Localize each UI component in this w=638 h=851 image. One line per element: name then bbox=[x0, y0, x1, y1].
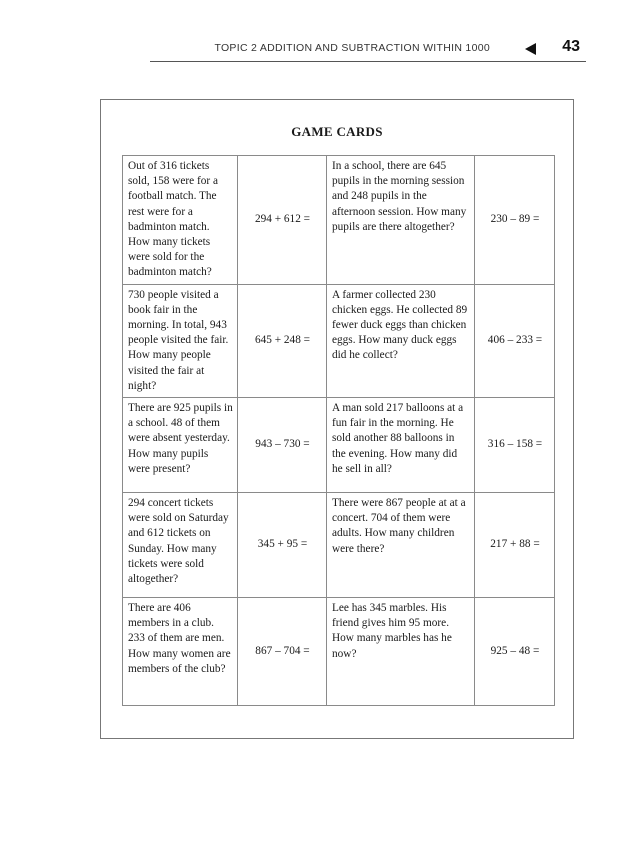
table-row bbox=[123, 398, 555, 493]
equation-card: 943 – 730 = bbox=[238, 398, 327, 493]
equation-card: 345 + 95 = bbox=[238, 493, 327, 598]
equation-card: 217 + 88 = bbox=[475, 493, 555, 598]
story-card: In a school, there are 645 pupils in the morning session and 248 pupils in the afternoon session. How many pupils are there altogether? bbox=[327, 156, 475, 285]
header-rule bbox=[150, 61, 586, 62]
story-card: A farmer collected 230 chicken eggs. He collected 89 fewer duck eggs than chicken eggs. How many duck eggs did he collect? bbox=[327, 284, 475, 397]
game-cards-frame bbox=[100, 99, 574, 739]
equation-card: 230 – 89 = bbox=[475, 156, 555, 285]
table-row bbox=[123, 493, 555, 598]
story-card: A man sold 217 balloons at a fun fair in the morning. He sold another 88 balloons in the evening. How many did he sell in all? bbox=[327, 398, 475, 493]
equation-card: 294 + 612 = bbox=[238, 156, 327, 285]
story-card: 294 concert tickets were sold on Saturday and 612 tickets on Sunday. How many tickets were sold altogether? bbox=[123, 493, 238, 598]
equation-card: 925 – 48 = bbox=[475, 598, 555, 706]
page-number: 43 bbox=[562, 38, 580, 55]
story-card: There were 867 people at at a concert. 704 of them were adults. How many children were there? bbox=[327, 493, 475, 598]
equation-card: 406 – 233 = bbox=[475, 284, 555, 397]
story-card: Lee has 345 marbles. His friend gives him 95 more. How many marbles has he now? bbox=[327, 598, 475, 706]
story-card: There are 406 members in a club. 233 of them are men. How many women are members of the club? bbox=[123, 598, 238, 706]
page-title: GAME CARDS bbox=[291, 124, 383, 139]
story-card: Out of 316 tickets sold, 158 were for a football match. The rest were for a badminton match. How many tickets were sold for the badminton match? bbox=[123, 156, 238, 285]
game-cards-table bbox=[122, 155, 555, 706]
equation-card: 316 – 158 = bbox=[475, 398, 555, 493]
story-card: There are 925 pupils in a school. 48 of them were absent yesterday. How many pupils were present? bbox=[123, 398, 238, 493]
equation-card: 645 + 248 = bbox=[238, 284, 327, 397]
page-header bbox=[150, 40, 586, 62]
topic-heading: TOPIC 2 ADDITION AND SUBTRACTION WITHIN 1000 bbox=[214, 42, 490, 54]
equation-card: 867 – 704 = bbox=[238, 598, 327, 706]
left-triangle-icon bbox=[525, 43, 536, 55]
story-card: 730 people visited a book fair in the morning. In total, 943 people visited the fair. How many people visited the fair at night? bbox=[123, 284, 238, 397]
table-row bbox=[123, 598, 555, 706]
table-row bbox=[123, 284, 555, 397]
table-row bbox=[123, 156, 555, 285]
